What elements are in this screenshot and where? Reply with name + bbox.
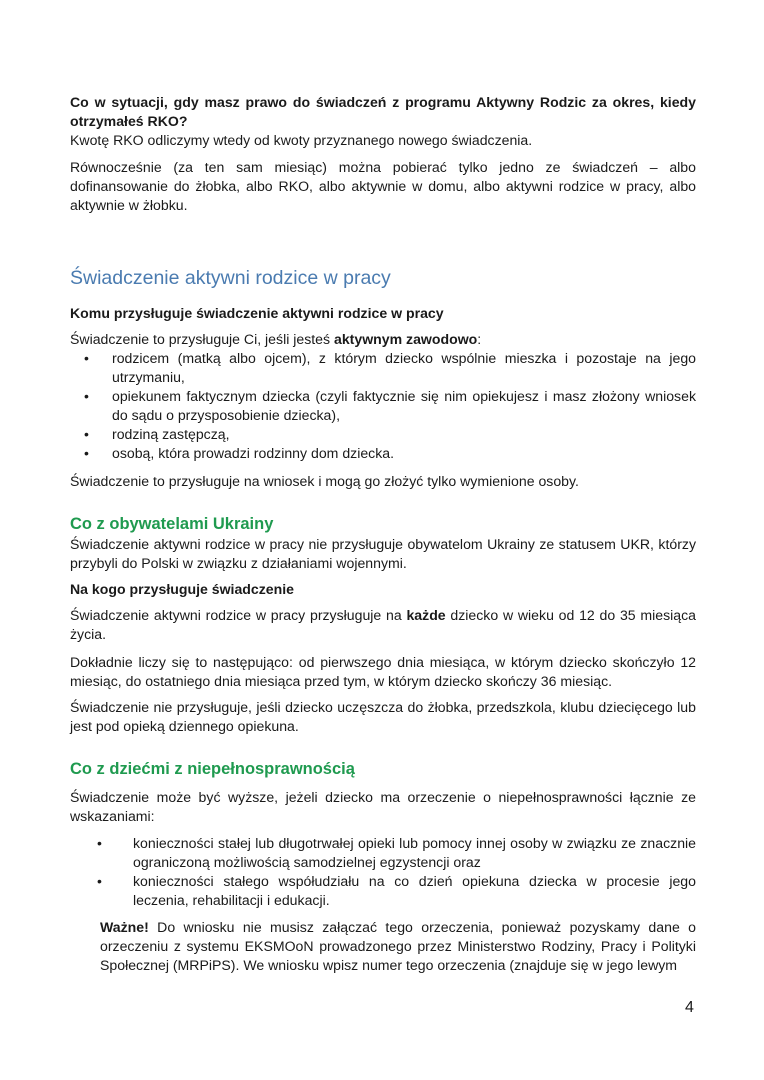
ukraine-text: Świadczenie aktywni rodzice w pracy nie przysługuje obywatelom Ukrainy ze statusem UKR, którzy przybyli do Polski w związku z działaniami wojennymi. (70, 536, 696, 571)
list-item: • rodzicem (matką albo ojcem), z którym dziecko wspólnie mieszka i pozostaje na jego utrzymaniu, (112, 349, 696, 387)
eligibility-note: Świadczenie to przysługuje na wniosek i mogą go złożyć tylko wymienione osoby. (70, 473, 579, 489)
who-intro: Świadczenie to przysługuje Ci, jeśli jesteś aktywnym zawodowo: (70, 331, 482, 347)
ukraine-heading: Co z obywatelami Ukrainy (70, 515, 274, 533)
list-item: • rodziną zastępczą, (112, 425, 696, 444)
rko-paragraph: Równocześnie (za ten sam miesiąc) można pobierać tylko jedno ze świadczeń – albo dofinansowanie do żłobka, albo RKO, albo aktywnie w domu, albo aktywni rodzice w pracy, albo aktywnie w żłobku. (70, 159, 696, 213)
eligibility-list (112, 349, 696, 463)
whom-paragraph-3: Świadczenie nie przysługuje, jeśli dziecko uczęszcza do żłobka, przedszkola, klubu dziecięcego lub jest pod opieką dziennego opiekuna. (70, 699, 696, 734)
whom-paragraph-2: Dokładnie liczy się to następująco: od pierwszego dnia miesiąca, w którym dziecko skończyło 12 miesiąc, do ostatniego dnia miesiąca przed tym, w którym dziecko skończy 36 miesiąc. (70, 654, 696, 689)
important-note: Ważne! Do wniosku nie musisz załączać tego orzeczenia, ponieważ pozyskamy dane o orzeczeniu z systemu EKSMOoN prowadzonego przez Ministerstwo Rodziny, Pracy i Polityki Społecznej (MRPiPS). We wniosku wpisz numer tego orzeczenia (znajduje się w jego lewym (100, 919, 696, 973)
section-heading: Świadczenie aktywni rodzice w pracy (70, 267, 391, 289)
disability-intro: Świadczenie może być wyższe, jeżeli dziecko ma orzeczenie o niepełnosprawności łącznie ze wskazaniami: (70, 789, 696, 824)
whom-paragraph-1: Świadczenie aktywni rodzice w pracy przysługuje na każde dziecko w wieku od 12 do 35 miesiąca życia. (70, 607, 697, 642)
intro-emphasis: aktywnym zawodowo (333, 331, 478, 347)
disability-heading: Co z dziećmi z niepełnosprawnością (70, 760, 355, 778)
list-item: • konieczności stałej lub długotrwałej opieki lub pomocy innej osoby w związku ze znacznie ograniczoną możliwością samodzielnej egzystencji oraz (133, 834, 696, 872)
who-heading: Komu przysługuje świadczenie aktywni rodzice w pracy (70, 305, 444, 321)
whom-emphasis: każde (406, 607, 446, 623)
rko-answer: Kwotę RKO odliczymy wtedy od kwoty przyznanego nowego świadczenia. (70, 132, 533, 148)
list-item: • osobą, która prowadzi rodzinny dom dziecka. (112, 444, 696, 463)
disability-list (133, 834, 696, 910)
page-number: 4 (685, 999, 694, 1016)
list-item: • opiekunem faktycznym dziecka (czyli faktycznie się nim opiekujesz i masz złożony wniosek do sądu o przysposobienie dziecka), (112, 387, 696, 425)
rko-question: Co w sytuacji, gdy masz prawo do świadczeń z programu Aktywny Rodzic za okres, kiedy otrzymałeś RKO? (70, 94, 696, 129)
important-label: Ważne! (100, 919, 149, 935)
list-item: • konieczności stałego współudziału na co dzień opiekuna dziecka w procesie jego leczenia, rehabilitacji i edukacji. (133, 872, 696, 910)
whom-heading: Na kogo przysługuje świadczenie (70, 581, 294, 597)
